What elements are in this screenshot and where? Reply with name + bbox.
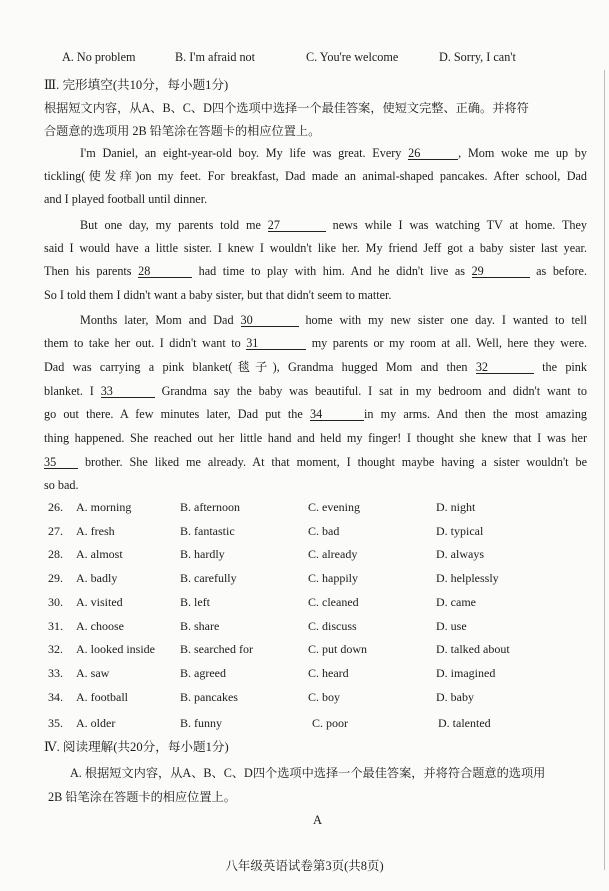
section-4-instruction-1: A. 根据短文内容，从A、B、C、D四个选项中选择一个最佳答案，并将符合题意的选项用: [70, 766, 546, 780]
passage-line: blanket. I 33 Grandma say the baby was beautiful. I sat in my bedroom and didn't want to: [44, 384, 588, 398]
page-edge-line: [604, 70, 605, 870]
blank-32: 32: [476, 361, 534, 374]
blank-34: 34: [310, 408, 364, 421]
passage-line: so bad.: [44, 478, 79, 492]
passage-line: them to take her out. I didn't want to 31 my parents or my room at all. Well, here they were.: [44, 336, 588, 350]
passage-line: So I told them I didn't want a baby sister, but that didn't seem to matter.: [44, 288, 392, 302]
section-4-instruction-2: 2B 铅笔涂在答题卡的相应位置上。: [48, 790, 236, 804]
blank-30: 30: [241, 314, 299, 327]
passage-line: But one day, my parents told me 27 news while I was watching TV at home. They: [80, 218, 587, 232]
blank-28: 28: [138, 265, 192, 278]
passage-line: tickling(使发痒)on my feet. For breakfast, Dad made an animal-shaped pancakes. After school, Dad: [44, 169, 587, 183]
option-b: B. I'm afraid not: [175, 50, 256, 64]
passage-line: go out there. A few minutes later, Dad put the 34 in my arms. And then the most amazing: [44, 407, 588, 421]
section-4-title: Ⅳ. 阅读理解(共20分，每小题1分): [44, 740, 229, 754]
section-3-instruction-1: 根据短文内容，从A、B、C、D四个选项中选择一个最佳答案，使短文完整、正确。并将符: [44, 101, 529, 115]
blank-33: 33: [101, 385, 155, 398]
option-c: C. You're welcome: [306, 50, 399, 64]
passage-line: Months later, Mom and Dad 30 home with my new sister one day. I wanted to tell: [80, 313, 587, 327]
passage-line: Then his parents 28 had time to play with him. And he didn't live as 29 as before.: [44, 264, 587, 278]
section-3-title: Ⅲ. 完形填空(共10分，每小题1分): [44, 78, 229, 92]
passage-line: and I played football until dinner.: [44, 192, 208, 206]
blank-26: 26: [408, 147, 458, 160]
option-d: D. Sorry, I can't: [439, 50, 516, 64]
passage-line: 35 brother. She liked me already. At that moment, I thought maybe having a sister wouldn't be: [44, 455, 587, 469]
passage-line: I'm Daniel, an eight-year-old boy. My life was great. Every 26 , Mom woke me up by: [80, 146, 587, 160]
passage-line: Dad was carrying a pink blanket(毯子), Grandma hugged Mom and then 32 the pink: [44, 360, 587, 374]
page-footer: 八年级英语试卷第3页(共8页): [225, 859, 384, 873]
blank-27: 27: [268, 219, 326, 232]
passage-line: said I would have a little sister. I knew I wouldn't like her. My friend Jeff got a baby sister last year.: [44, 241, 587, 255]
passage-label: A: [312, 813, 323, 827]
exam-page: A. No problem B. I'm afraid not C. You're welcome D. Sorry, I can't Ⅲ. 完形填空(共10分，每小题1分) 根据短文内容，从A、B、C、D四个选项中选择一个最佳答案，使短文完整、正确。并将符 合题意的选项用 2B 铅笔涂在答题卡的相应位置上。 I'm Daniel, an eight-year-old boy. My life was great. Every 26 , Mom woke me up by tickling(使发痒)on my feet. For breakfast, Dad made an animal-shaped pancakes. After school, Dad and I played football until dinner. But one day, my parents told me 27 news while I was watching TV at home. They said I would have a little sister. I knew I wouldn't like her. My friend Jeff got a baby sister last year. Then his parents 28 had time to play with him. And he didn't live as 29 as before. So I told them I didn't want a baby sister, but that didn't seem to matter. Months later, Mom and Dad 30 home with my new sister one day. I wanted to tell them to take her out. I didn't want to 31 my parents or my room at all. Well, here they were. Dad was carrying a pink blanket(毯子), Grandma hugged Mom and then 32 the pink blanket. I 33 Grandma say the baby was beautiful. I sat in my bedroom and didn't want to go out there. A few minutes later, Dad put the 34 in my arms. And then the most amazing thing happened. She reached out her little hand and held my finger! I thought she knew that I was her 35 brother. She liked me already. At that moment, I thought maybe having a sister wouldn't be so bad. 26. A. morning B. afternoon C. evening D. night 27. A. fresh B. fantastic C. bad D. typical 28. A. almost B. hardly C. already D. always 29. A. badly B. carefully C. happily D. helplessly 30. A. visited B. left C. cleaned D. came 31. A. choose B. share C. discuss D. use 32. A. looked inside B. searched for C. put down D. talked about 33. A. saw B. agreed C. heard D. imagined 34. A. football B. pancakes C. boy D. baby 35. A. older B. funny C. poor D. talented Ⅳ. 阅读理解(共20分，每小题1分) A. 根据短文内容，从A、B、C、D四个选项中选择一个最佳答案，并将符合题意的选项用 2B 铅笔涂在答题卡的相应位置上。 A 八年级英语试卷第3页(共8页): [0, 0, 609, 891]
option-a: A. No problem: [62, 50, 136, 64]
passage-line: thing happened. She reached out her little hand and held my finger! I thought she knew that I was her: [44, 431, 587, 445]
section-3-instruction-2: 合题意的选项用 2B 铅笔涂在答题卡的相应位置上。: [44, 124, 321, 138]
blank-29: 29: [472, 265, 530, 278]
blank-31: 31: [246, 337, 306, 350]
blank-35: 35: [44, 456, 78, 469]
